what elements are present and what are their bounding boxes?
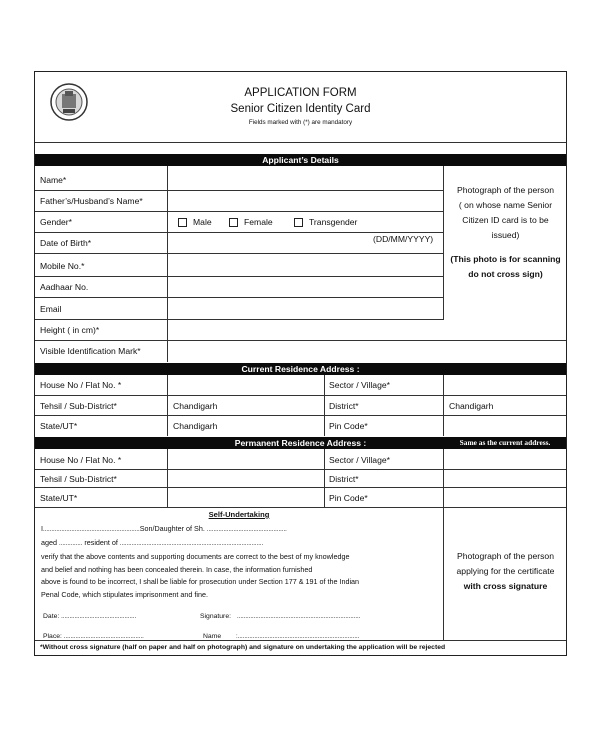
signature-label: Signature:	[200, 613, 231, 620]
gender-transgender-option[interactable]: Transgender	[294, 212, 357, 232]
signature-field[interactable]: ..........................................................................	[237, 614, 361, 620]
current-district-label: District*	[329, 401, 359, 411]
permanent-state-label: State/UT*	[40, 493, 78, 503]
mark-label: Visible Identification Mark*	[40, 346, 141, 356]
gender-label: Gender*	[40, 217, 73, 227]
mandatory-note: Fields marked with (*) are mandatory	[248, 119, 353, 126]
mark-row	[35, 341, 566, 362]
date-signature-line	[43, 611, 441, 624]
permanent-pin-label: Pin Code*	[329, 493, 368, 503]
name-field[interactable]: :.........................................................................	[236, 634, 360, 640]
current-pin-label: Pin Code*	[329, 421, 368, 431]
father-row	[35, 191, 443, 212]
current-row-2	[35, 396, 566, 416]
name-label: Name*	[40, 175, 67, 185]
photo-instructions: Photograph of the person ( on whose name Senior Citizen ID card is to be issued) (This photo is for scanning do not cross sign)	[450, 185, 561, 279]
undertaking-body: verify that the above contents and supporting documents are correct to the best of my knowledge and belief and nothing has been concealed therein. In case, the information furnished above is found to be incorrect, I shall be liable for prosecution under Section 177 & 191 of the Indian Penal Code, which stipulates imprisonment and fine.	[41, 552, 360, 599]
mobile-row	[35, 256, 443, 277]
applicant-section-header: Applicant’s Details	[35, 154, 566, 166]
current-tehsil-label: Tehsil / Sub-District*	[40, 401, 117, 411]
dob-row	[35, 233, 443, 254]
dob-label: Date of Birth*	[40, 238, 92, 248]
place-label: Place:	[43, 633, 62, 640]
photo-column-divider	[443, 166, 444, 320]
date-label: Date:	[43, 613, 60, 620]
same-as-current-label[interactable]: Same as the current address.	[444, 437, 566, 449]
date-field[interactable]: .............................................	[61, 614, 137, 620]
height-label: Height ( in cm)*	[40, 325, 100, 335]
aadhaar-label: Aadhaar No.	[40, 282, 89, 292]
permanent-row-2	[35, 470, 566, 488]
dob-format: (DD/MM/YYYY)	[373, 234, 434, 244]
email-row	[35, 299, 443, 320]
permanent-sector-label: Sector / Village*	[329, 455, 390, 465]
form-subtitle: Senior Citizen Identity Card	[230, 103, 371, 115]
header-divider	[35, 142, 566, 143]
female-checkbox[interactable]	[229, 218, 238, 227]
height-row	[35, 320, 566, 341]
undertaking-line-2: aged .............. resident of ......................................................................................	[41, 538, 264, 547]
gender-male-option[interactable]: Male	[178, 212, 212, 232]
permanent-house-label: House No / Flat No. *	[40, 455, 122, 465]
permanent-address-header: Permanent Residence Address :	[35, 437, 566, 449]
email-label: Email	[40, 304, 62, 314]
current-state-label: State/UT*	[40, 421, 78, 431]
current-row-1	[35, 375, 566, 396]
gender-female-option[interactable]: Female	[229, 212, 273, 232]
name-row	[35, 170, 443, 191]
place-name-line	[43, 631, 441, 644]
current-row-3	[35, 416, 566, 436]
form-title: APPLICATION FORM	[244, 87, 357, 99]
transgender-checkbox[interactable]	[294, 218, 303, 227]
father-label: Father’s/Husband’s Name*	[40, 196, 143, 206]
name-label: Name	[203, 633, 222, 640]
undertaking-line-1: I..........................................................Son/Daughter of Sh. ................................................	[41, 524, 287, 533]
current-tehsil-value: Chandigarh	[173, 401, 218, 411]
current-house-label: House No / Flat No. *	[40, 380, 122, 390]
application-form	[34, 71, 567, 656]
permanent-row-1	[35, 451, 566, 470]
male-checkbox[interactable]	[178, 218, 187, 227]
cross-sign-photo-instructions: Photograph of the person applying for the certificate with cross signature	[456, 551, 555, 591]
aadhaar-row	[35, 277, 443, 298]
current-address-header: Current Residence Address :	[35, 363, 566, 375]
current-district-value: Chandigarh	[449, 401, 494, 411]
permanent-row-3	[35, 488, 566, 508]
current-state-value: Chandigarh	[173, 421, 218, 431]
undertaking-title: Self-Undertaking	[208, 510, 270, 519]
permanent-district-label: District*	[329, 474, 359, 484]
rejection-note: *Without cross signature (half on paper and half on photograph) and signature on undertaking the application will be rejected	[40, 644, 446, 651]
permanent-tehsil-label: Tehsil / Sub-District*	[40, 474, 117, 484]
current-sector-label: Sector / Village*	[329, 380, 390, 390]
mobile-label: Mobile No.*	[40, 261, 85, 271]
place-field[interactable]: ................................................	[63, 634, 144, 640]
